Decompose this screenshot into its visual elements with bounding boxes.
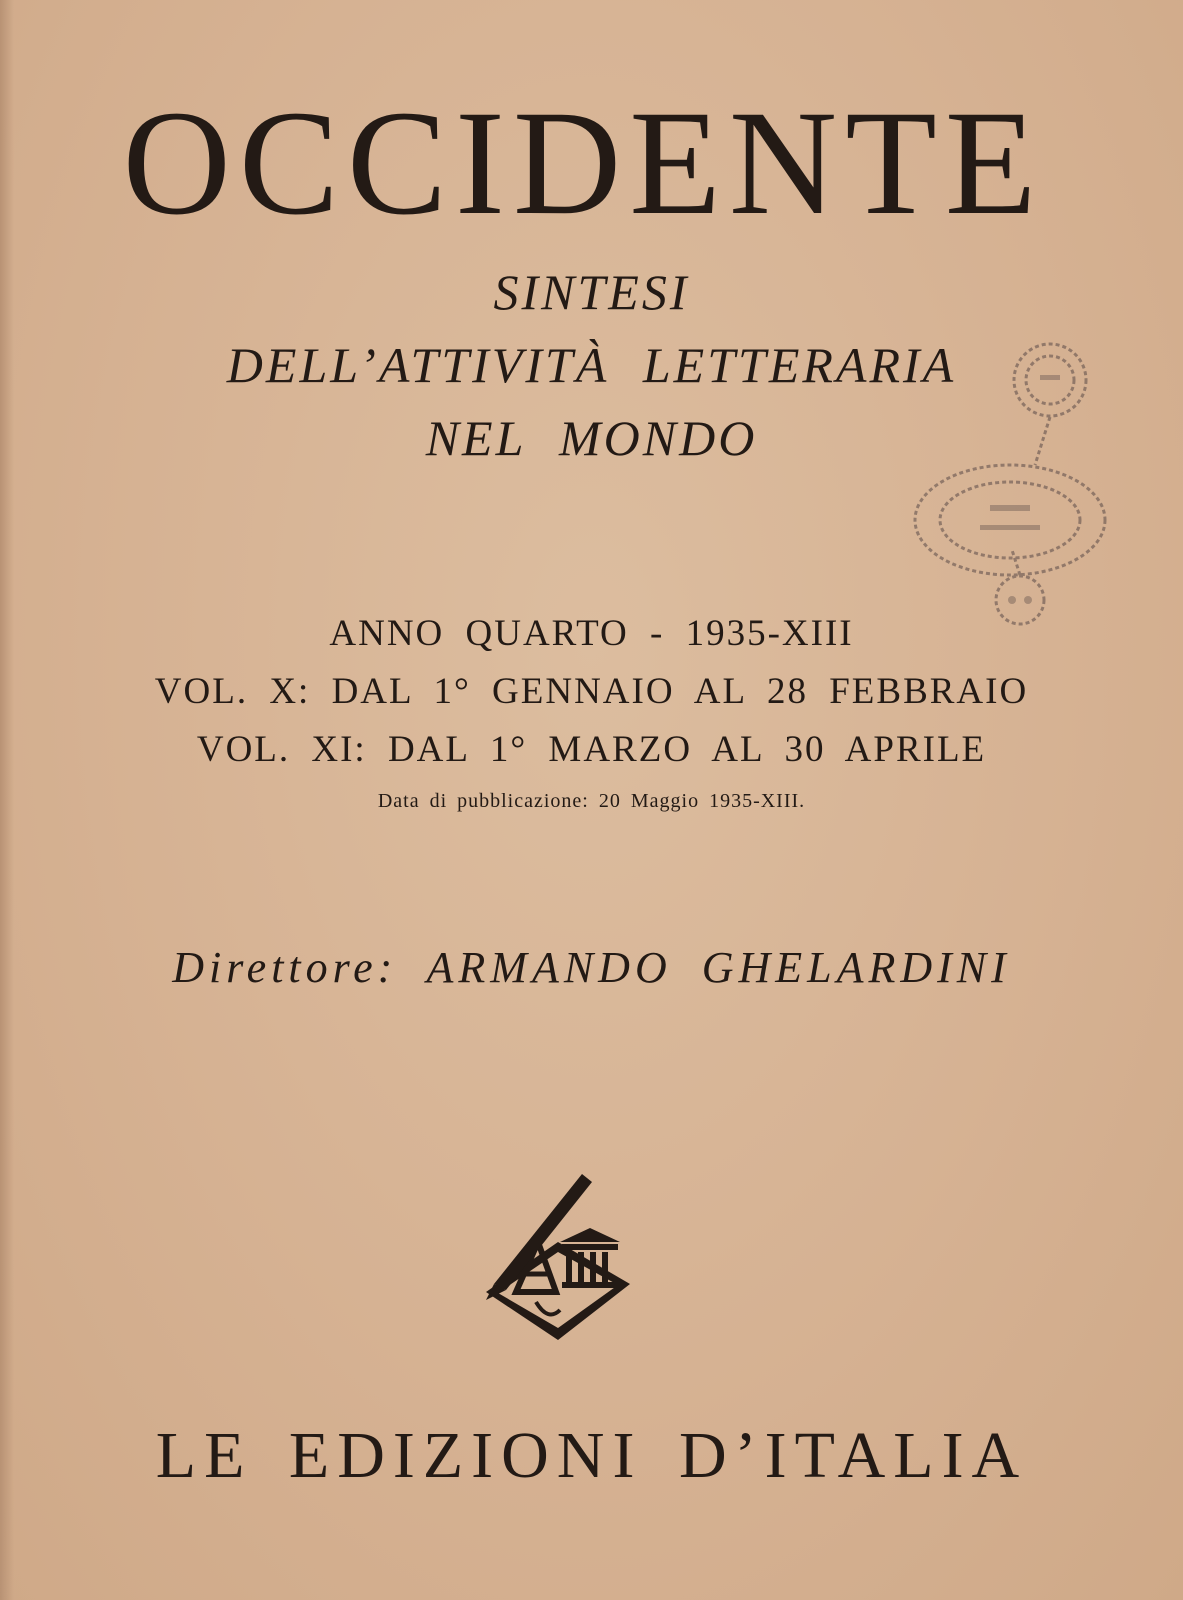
subtitle-line-2: DELL’ATTIVITÀ LETTERARIA xyxy=(226,337,957,393)
director-name: ARMANDO GHELARDINI xyxy=(426,943,1011,992)
director-label: Direttore: xyxy=(172,943,398,992)
publication-date: Data di pubblicazione: 20 Maggio 1935-XIII. xyxy=(377,790,806,812)
director-line xyxy=(0,940,1183,996)
publisher-name: LE EDIZIONI D’ITALIA xyxy=(155,1419,1028,1492)
subtitle-line-1: SINTESI xyxy=(493,264,690,320)
subtitle-line-3: NEL MONDO xyxy=(425,410,758,466)
library-stamp-icon xyxy=(900,335,1120,635)
anno-line: ANNO QUARTO - 1935-XIII xyxy=(329,613,854,654)
journal-title: OCCIDENTE xyxy=(122,80,1045,246)
volume-xi-line: VOL. XI: DAL 1° MARZO AL 30 APRILE xyxy=(196,729,987,770)
volume-x-line: VOL. X: DAL 1° GENNAIO AL 28 FEBBRAIO xyxy=(154,671,1029,712)
publisher-emblem-icon xyxy=(478,1172,638,1347)
